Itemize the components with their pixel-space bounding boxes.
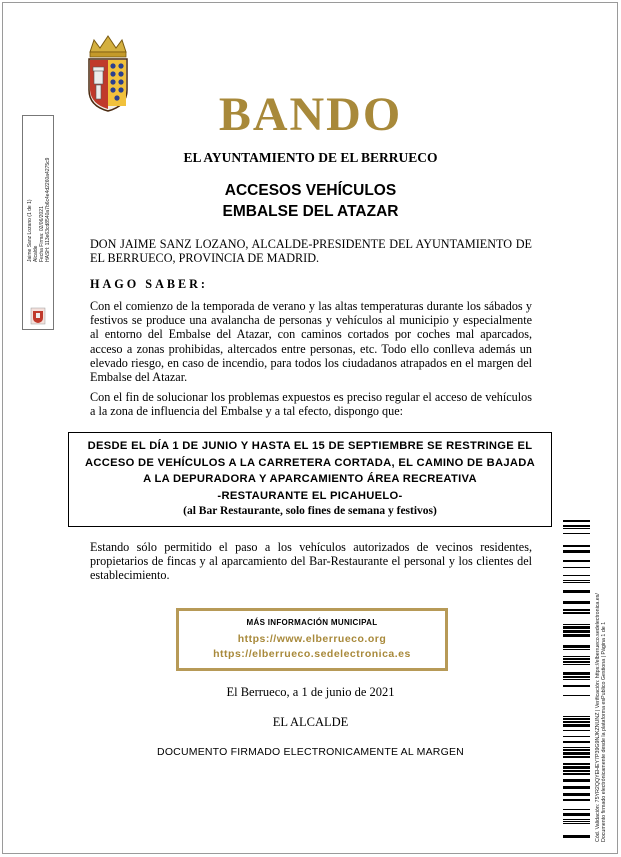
issuer-line: EL AYUNTAMIENTO DE EL BERRUECO — [183, 150, 438, 165]
notice-line-4: -RESTAURANTE EL PICAHUELO- — [217, 489, 403, 502]
signer-role: Alcalde — [33, 245, 39, 262]
intro-paragraph: DON JAIME SANZ LOZANO, ALCALDE-PRESIDENTE DEL AYUNTAMIENTO DE EL BERRUECO, PROVINCIA DE MADRID. — [90, 237, 532, 266]
notice-line-1: DESDE EL DÍA 1 DE JUNIO Y HASTA EL 15 DE SEPTIEMBRE SE RESTRINGE EL — [87, 440, 533, 452]
document-title: BANDO — [218, 88, 403, 141]
info-box — [176, 608, 448, 671]
signature-hash: HASH: 113e63cd8540a7b6c4e4d2260a4275c9 — [45, 157, 51, 262]
platform-note: Documento firmado electrónicamente desde la plataforma esPublico Gestiona | Página 1 de 1 — [601, 621, 607, 842]
paragraph-3: Estando sólo permitido el paso a los vehículos autorizados de vecinos residentes, propietarios de fincas y al aparcamiento del Bar-Restaurante el personal y los clientes del establecimiento. — [90, 540, 532, 583]
sede-electronica-link[interactable]: https://elberrueco.sedelectronica.es — [213, 648, 411, 660]
notice-line-5: (al Bar Restaurante, solo fines de semana y festivos) — [183, 505, 437, 517]
signer-title: EL ALCALDE — [272, 715, 349, 729]
hago-saber-heading: HAGO SABER: — [90, 277, 208, 291]
notice-line-3: A LA DEPURADORA Y APARCAMIENTO ÁREA RECREATIVA — [143, 473, 477, 485]
subject-line-2: EMBALSE DEL ATAZAR — [222, 203, 399, 220]
paragraph-1: Con el comienzo de la temporada de verano y las altas temperaturas durante los sábados y festivos se produce una avalancha de personas y vehículos al municipio y especialmente al entorno del Embalse del Atazar, con caminos cortados por coches mal aparcados, acceso a zonas prohibidas, altercados entre personas, etc. Todo ello conlleva además un elevado riesgo, en caso de incendio, para todos los ciudadanos atrapados en el margen del Embalse del Atazar. — [90, 299, 532, 385]
barcode-icon — [563, 520, 590, 842]
signature-date: Fecha Firma: 02/06/2021 — [39, 206, 45, 262]
notice-line-2: ACCESO DE VEHÍCULOS A LA CARRETERA CORTADA, EL CAMINO DE BAJADA — [84, 456, 536, 469]
signer-name: Jaime Sanz Lozano (1 de 1) — [27, 199, 33, 262]
seal-icon — [30, 307, 46, 325]
subject-heading — [0, 180, 621, 222]
signed-note: DOCUMENTO FIRMADO ELECTRONICAMENTE AL MARGEN — [157, 746, 464, 758]
validation-margin-text — [595, 520, 607, 842]
website-link[interactable]: https://www.elberrueco.org — [237, 633, 387, 645]
place-date: El Berrueco, a 1 de junio de 2021 — [226, 685, 395, 699]
info-box-title: MÁS INFORMACIÓN MUNICIPAL — [246, 618, 378, 627]
restriction-notice-box — [68, 432, 552, 527]
paragraph-2: Con el fin de solucionar los problemas expuestos es preciso regular el acceso de vehículos a la zona de influencia del Embalse y a tal efecto, dispongo que: — [90, 390, 532, 419]
validation-code: Cód. Validación: 75YR2QQYEHEY7P39G9NJKZNUNZ | Verificación: https://elberrueco.sedelectronica.es/ — [595, 593, 601, 842]
subject-line-1: ACCESOS VEHÍCULOS — [224, 182, 397, 199]
